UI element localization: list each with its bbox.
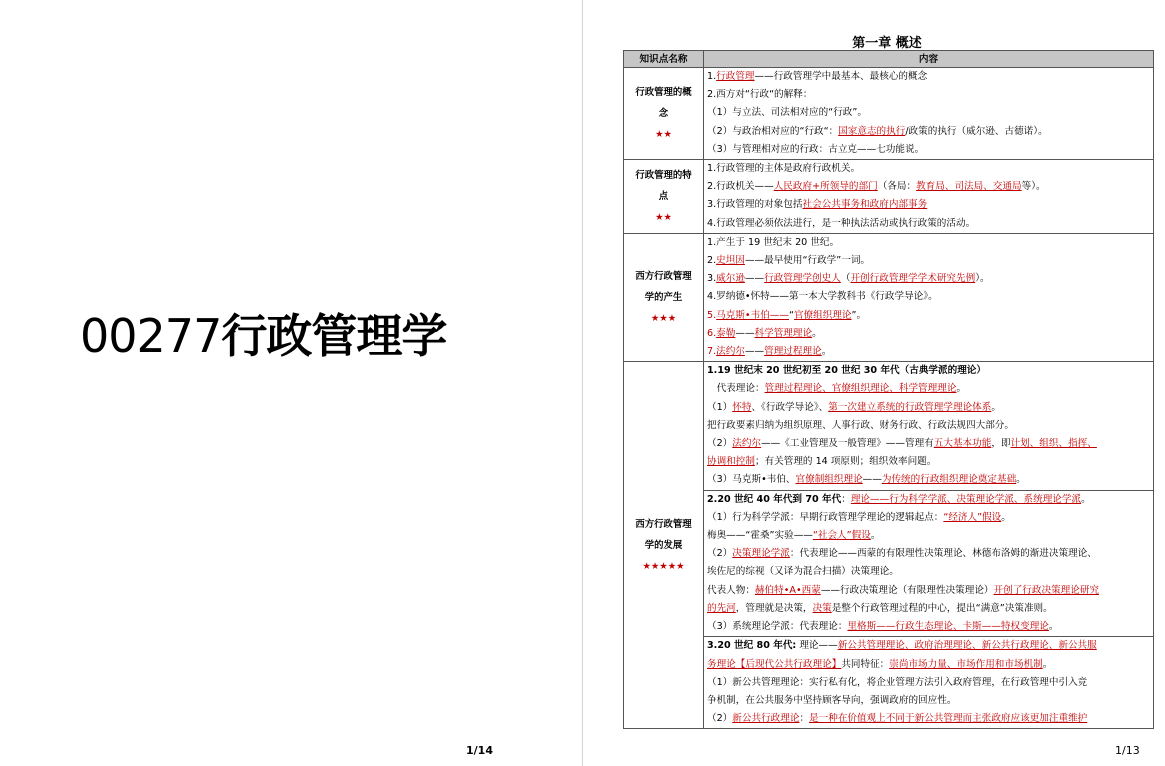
content-line [704, 637, 1153, 655]
text-run: 社会公共事务和政府内部事务 [802, 199, 928, 211]
text-run: 五大基本功能 [933, 438, 992, 450]
content-line [704, 435, 1153, 453]
topic-content-cell [704, 362, 1154, 729]
text-run: 。 [821, 346, 832, 358]
content-line [704, 491, 1153, 509]
text-run: 为传统的行政组织理论奠定基础 [881, 474, 1017, 486]
text-run: 里格斯——行政生态理论、卡斯——特权变理论 [847, 621, 1049, 633]
content-line [704, 618, 1153, 636]
text-run: 1.19 世纪末 20 世纪初至 20 世纪 30 年代（古典学派的理论） [707, 365, 986, 377]
text-run: ”。 [851, 309, 867, 321]
text-run: 把行政要素归纳为组织原理、人事行政、财务行政、行政法规四大部分。 [707, 419, 1014, 431]
chapter-title: 第一章 概述 [852, 36, 922, 51]
left-page [0, 0, 582, 766]
text-run: 。 [956, 383, 967, 395]
text-run: 2.西方对“行政“的解释： [707, 89, 813, 101]
text-run: 决策 [812, 602, 832, 614]
text-run: （3）与管理相对应的行政：古立克——七功能说。 [707, 143, 925, 155]
text-run: 法约尔 [732, 438, 762, 450]
content-line [704, 325, 1153, 343]
text-run: ： [799, 713, 810, 725]
text-run: （1） [707, 401, 733, 413]
text-run: （2） [707, 548, 733, 560]
header-name: 知识点名称 [624, 51, 704, 68]
content-line [704, 270, 1153, 288]
page-number: 1/14 [466, 744, 493, 757]
knowledge-table [623, 50, 1154, 729]
topic-name-cell [624, 233, 704, 361]
content-line [704, 509, 1153, 527]
topic-content-cell [704, 160, 1154, 234]
text-run: 怀特 [732, 401, 752, 413]
text-run: （ [840, 273, 851, 285]
text-run: （3）系统理论学派：代表理论： [707, 621, 848, 633]
topic-name: 行政管理的特点 [635, 169, 692, 202]
content-line [704, 252, 1153, 270]
text-run: 行政管理学创史人 [764, 273, 841, 285]
table-row [624, 68, 1154, 160]
table-header-row [624, 51, 1154, 68]
text-run: 开创了行政决策理论研究 [993, 584, 1100, 596]
text-run: 2.行政机关—— [707, 181, 774, 193]
text-run: 协调和控制 [707, 456, 755, 468]
text-run: —— [862, 474, 882, 486]
content-line [704, 362, 1153, 380]
text-run: 新公共行政理论 [732, 713, 800, 725]
text-run: 。 [991, 401, 1001, 413]
text-run: 梅奥——“霍桑”实验—— [707, 530, 813, 542]
content-section [704, 362, 1153, 489]
content-line [704, 141, 1153, 159]
topic-name: 西方行政管理学的产生 [635, 271, 692, 304]
text-run: （1）新公共管理理论：实行私有化，将企业管理方法引入政府管理，在行政管理中引入竞 [707, 676, 1088, 688]
topic-name: 行政管理的概念 [635, 87, 692, 119]
text-run: 务理论【后现代公共行政理论】 [707, 658, 842, 670]
content-line [704, 545, 1153, 563]
text-run: （2） [707, 438, 733, 450]
text-run: 。 [1001, 511, 1011, 523]
text-run: 新公共管理理论、政府治理理论、新公共行政理论、新公共服 [837, 640, 1097, 652]
text-run: 。 [1081, 493, 1091, 505]
text-run: 代表人物： [707, 584, 755, 596]
content-line [704, 104, 1153, 122]
text-run: 3.行政管理的对象包括 [707, 199, 803, 211]
content-line [704, 453, 1153, 471]
text-run: 理论——行为科学学派、决策理论学派、系统理论学派 [850, 493, 1082, 505]
text-run: 、《行政学导论》、 [751, 401, 829, 413]
text-run: ： [841, 493, 851, 505]
text-run: 4.行政管理必须依法进行，是一种执法活动或执行政策的活动。 [707, 217, 976, 229]
text-run: 1.产生于 19 世纪末 20 世纪。 [707, 236, 840, 248]
text-run: 官僚制组织理论 [795, 474, 863, 486]
text-run: （1）行为科学学派：早期行政管理学理论的逻辑起点： [707, 511, 944, 523]
content-line [704, 123, 1153, 141]
content-line [704, 417, 1153, 435]
text-run: （各局： [877, 181, 917, 193]
text-run: 史坦因 [716, 255, 745, 267]
topic-name-cell [624, 362, 704, 729]
content-line [704, 234, 1153, 252]
table-row [624, 233, 1154, 361]
content-line [704, 710, 1153, 728]
content-line [704, 656, 1153, 674]
text-run: （1）与立法、司法相对应的“行政”。 [707, 107, 867, 119]
text-run: —— [744, 273, 765, 285]
text-run: 1.行政管理的主体是政府行政机关。 [707, 163, 861, 175]
text-run: 管理过程理论、官僚组织理论、科学管理理论 [764, 383, 957, 395]
content-line [704, 471, 1153, 489]
right-page [583, 0, 1165, 766]
content-line [704, 692, 1153, 710]
text-run: 法约尔 [716, 346, 745, 358]
table-row [624, 362, 1154, 729]
content-line [704, 582, 1153, 600]
text-run: （2）与政治相对应的“行政“： [707, 125, 839, 137]
text-run: 3.20 世纪 80 年代: [707, 640, 797, 652]
course-code: 00277 [80, 309, 222, 363]
text-run: 赫伯特•A•西蒙 [754, 584, 821, 596]
content-line [704, 380, 1153, 398]
text-run: 教育局、司法局、交通局 [916, 181, 1022, 193]
text-run: ：代表理论——西蒙的有限理性决策理论、林德布洛姆的渐进决策理论、 [789, 548, 1097, 560]
text-run: 马克斯•韦伯—— [716, 309, 789, 321]
text-run: ——最早使用“行政学”一词。 [744, 255, 871, 267]
text-run: /政策的执行（威尔逊、古德诺）。 [905, 125, 1048, 137]
page-number: 1/13 [1115, 744, 1140, 757]
content-line [704, 600, 1153, 618]
text-run: 2.20 世纪 40 年代到 70 年代 [707, 493, 842, 505]
text-run: 等）。 [1021, 181, 1046, 193]
content-line [704, 196, 1153, 214]
text-run: “经济人”假设 [943, 511, 1002, 523]
header-content: 内容 [704, 51, 1154, 68]
text-run: ——行政决策理论（有限理性决策理论） [820, 584, 994, 596]
text-run: 人民政府+所领导的部门 [773, 181, 878, 193]
text-run: ；有关管理的 14 项原则；组织效率问题。 [754, 456, 937, 468]
text-run: “ [788, 309, 794, 321]
text-run: 2. [707, 255, 717, 267]
text-run: 6. [707, 327, 717, 339]
text-run: ，管理就是决策， [735, 602, 813, 614]
content-line [704, 399, 1153, 417]
content-line [704, 288, 1153, 306]
content-line [704, 160, 1153, 178]
content-section [704, 636, 1153, 728]
text-run: 共同特征： [841, 658, 890, 670]
text-run: 计划、组织、指挥、 [1010, 438, 1097, 450]
text-run: “社会人”假设 [812, 530, 871, 542]
importance-stars: ★★★ [650, 313, 677, 325]
text-run: ）。 [975, 273, 990, 285]
topic-name: 西方行政管理学的发展 [635, 518, 692, 551]
importance-stars: ★★ [655, 211, 672, 223]
text-run: 威尔逊 [716, 273, 745, 285]
text-run: 1. [707, 71, 717, 82]
text-run: 7. [707, 346, 717, 358]
table-row [624, 160, 1154, 234]
text-run: 4.罗纳德•怀特——第一本大学教科书《行政学导论》。 [707, 291, 938, 303]
content-line [704, 178, 1153, 196]
text-run: 决策理论学派 [732, 548, 790, 560]
course-name: 行政管理学 [221, 309, 447, 363]
text-run: ——《工业管理及一般管理》——管理有 [761, 438, 934, 450]
content-line [704, 215, 1153, 233]
content-line [704, 563, 1153, 581]
text-run: 3. [707, 273, 717, 285]
topic-name-cell [624, 68, 704, 160]
text-run: —— [735, 327, 755, 339]
content-line [704, 527, 1153, 545]
topic-name-cell [624, 160, 704, 234]
text-run: 理论—— [796, 640, 838, 652]
content-line [704, 68, 1153, 86]
text-run: 是整个行政管理过程的中心，提出“满意”决策准则。 [831, 602, 1053, 614]
text-run: 官僚组织理论 [793, 309, 852, 321]
text-run: 代表理论： [707, 383, 765, 395]
text-run: 的先河 [707, 602, 736, 614]
text-run: 。 [1048, 621, 1059, 633]
topic-content-cell [704, 233, 1154, 361]
text-run: 是一种在价值观上不同于新公共管理而主张政府应该更加注重维护 [809, 713, 1088, 725]
text-run: 。 [1016, 474, 1026, 486]
text-run: 。 [812, 327, 822, 339]
text-run: ，即 [991, 438, 1011, 450]
text-run: 5. [707, 309, 717, 321]
content-line [704, 343, 1153, 361]
content-line [704, 307, 1153, 325]
importance-stars: ★★ [655, 129, 672, 140]
text-run: 埃佐尼的综视（又译为混合扫描）决策理论。 [707, 566, 899, 578]
text-run: （2） [707, 713, 733, 725]
text-run: 开创行政管理学学术研究先例 [850, 273, 976, 285]
text-run: 。 [1042, 658, 1053, 670]
text-run: 崇尚市场力量、市场作用和市场机制 [889, 658, 1043, 670]
text-run: 泰勒 [716, 327, 736, 339]
text-run: （3）马克斯•韦伯、 [707, 474, 796, 486]
text-run: 第一次建立系统的行政管理学理论体系 [828, 401, 992, 413]
text-run: 国家意志的执行 [838, 125, 906, 137]
text-run: —— [744, 346, 765, 358]
text-run: 科学管理理论 [754, 327, 813, 339]
text-run: ——行政管理学中最基本、最核心的概念 [754, 71, 928, 82]
text-run: 争机制，在公共服务中坚持顾客导向，强调政府的回应性。 [707, 694, 957, 706]
text-run: 管理过程理论 [764, 346, 822, 358]
text-run: 行政管理 [716, 71, 755, 82]
text-run: 。 [870, 530, 881, 542]
content-line [704, 86, 1153, 104]
content-line [704, 674, 1153, 692]
cover-title [80, 300, 446, 366]
importance-stars: ★★★★★ [642, 560, 685, 572]
topic-content-cell [704, 68, 1154, 160]
content-section [704, 490, 1153, 637]
